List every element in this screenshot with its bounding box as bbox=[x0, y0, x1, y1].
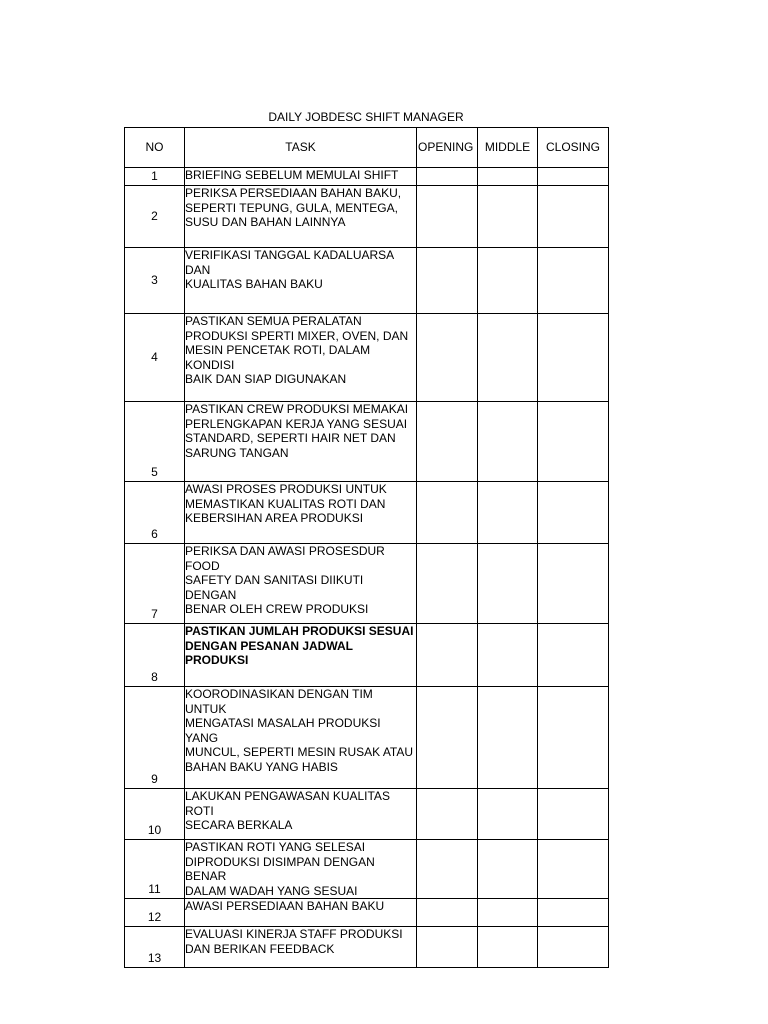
task-text: AWASI PERSEDIAAN BAHAN BAKU bbox=[185, 899, 417, 927]
table-row bbox=[125, 840, 609, 899]
table-row bbox=[125, 789, 609, 840]
opening-check-cell[interactable] bbox=[417, 624, 478, 687]
task-text: KOORODINASIKAN DENGAN TIM UNTUK MENGATASI MASALAH PRODUKSI YANG MUNCUL, SEPERTI MESIN RUSAK ATAU BAHAN BAKU YANG HABIS bbox=[185, 687, 417, 789]
closing-check-cell[interactable] bbox=[538, 544, 609, 624]
table-row bbox=[125, 899, 609, 927]
closing-check-cell[interactable] bbox=[538, 927, 609, 968]
opening-check-cell[interactable] bbox=[417, 687, 478, 789]
header-opening: OPENING bbox=[417, 128, 478, 168]
closing-check-cell[interactable] bbox=[538, 687, 609, 789]
opening-check-cell[interactable] bbox=[417, 927, 478, 968]
table-row bbox=[125, 927, 609, 968]
task-text: PASTIKAN JUMLAH PRODUKSI SESUAI DENGAN PESANAN JADWAL PRODUKSI bbox=[185, 624, 417, 687]
closing-check-cell[interactable] bbox=[538, 789, 609, 840]
middle-check-cell[interactable] bbox=[478, 168, 538, 186]
task-text: LAKUKAN PENGAWASAN KUALITAS ROTI SECARA BERKALA bbox=[185, 789, 417, 840]
middle-check-cell[interactable] bbox=[478, 248, 538, 314]
opening-check-cell[interactable] bbox=[417, 402, 478, 482]
opening-check-cell[interactable] bbox=[417, 840, 478, 899]
table-row bbox=[125, 624, 609, 687]
middle-check-cell[interactable] bbox=[478, 899, 538, 927]
row-number: 5 bbox=[125, 402, 185, 482]
middle-check-cell[interactable] bbox=[478, 624, 538, 687]
opening-check-cell[interactable] bbox=[417, 186, 478, 248]
closing-check-cell[interactable] bbox=[538, 168, 609, 186]
row-number: 10 bbox=[125, 789, 185, 840]
header-no: NO bbox=[125, 128, 185, 168]
closing-check-cell[interactable] bbox=[538, 899, 609, 927]
jobdesc-table bbox=[124, 127, 609, 968]
middle-check-cell[interactable] bbox=[478, 544, 538, 624]
task-text: VERIFIKASI TANGGAL KADALUARSA DAN KUALITAS BAHAN BAKU bbox=[185, 248, 417, 314]
document-title: DAILY JOBDESC SHIFT MANAGER bbox=[268, 110, 464, 124]
task-text: AWASI PROSES PRODUKSI UNTUK MEMASTIKAN KUALITAS ROTI DAN KEBERSIHAN AREA PRODUKSI bbox=[185, 482, 417, 544]
header-middle: MIDDLE bbox=[478, 128, 538, 168]
table-row bbox=[125, 248, 609, 314]
opening-check-cell[interactable] bbox=[417, 482, 478, 544]
table-row bbox=[125, 402, 609, 482]
row-number: 3 bbox=[125, 248, 185, 314]
row-number: 1 bbox=[125, 168, 185, 186]
middle-check-cell[interactable] bbox=[478, 927, 538, 968]
opening-check-cell[interactable] bbox=[417, 789, 478, 840]
row-number: 7 bbox=[125, 544, 185, 624]
task-text: PASTIKAN SEMUA PERALATAN PRODUKSI SPERTI MIXER, OVEN, DAN MESIN PENCETAK ROTI, DALAM KONDISI BAIK DAN SIAP DIGUNAKAN bbox=[185, 314, 417, 402]
closing-check-cell[interactable] bbox=[538, 624, 609, 687]
middle-check-cell[interactable] bbox=[478, 314, 538, 402]
closing-check-cell[interactable] bbox=[538, 248, 609, 314]
table-row bbox=[125, 687, 609, 789]
header-row bbox=[125, 128, 609, 168]
table-row bbox=[125, 482, 609, 544]
row-number: 9 bbox=[125, 687, 185, 789]
row-number: 12 bbox=[125, 899, 185, 927]
row-number: 13 bbox=[125, 927, 185, 968]
middle-check-cell[interactable] bbox=[478, 840, 538, 899]
middle-check-cell[interactable] bbox=[478, 789, 538, 840]
middle-check-cell[interactable] bbox=[478, 687, 538, 789]
table-row bbox=[125, 544, 609, 624]
table-row bbox=[125, 314, 609, 402]
row-number: 6 bbox=[125, 482, 185, 544]
closing-check-cell[interactable] bbox=[538, 314, 609, 402]
row-number: 11 bbox=[125, 840, 185, 899]
opening-check-cell[interactable] bbox=[417, 248, 478, 314]
middle-check-cell[interactable] bbox=[478, 482, 538, 544]
closing-check-cell[interactable] bbox=[538, 402, 609, 482]
table-row bbox=[125, 168, 609, 186]
task-text: BRIEFING SEBELUM MEMULAI SHIFT bbox=[185, 168, 417, 186]
task-text: EVALUASI KINERJA STAFF PRODUKSI DAN BERIKAN FEEDBACK bbox=[185, 927, 417, 968]
opening-check-cell[interactable] bbox=[417, 314, 478, 402]
opening-check-cell[interactable] bbox=[417, 168, 478, 186]
row-number: 4 bbox=[125, 314, 185, 402]
middle-check-cell[interactable] bbox=[478, 402, 538, 482]
task-text: PASTIKAN ROTI YANG SELESAI DIPRODUKSI DISIMPAN DENGAN BENAR DALAM WADAH YANG SESUAI bbox=[185, 840, 417, 899]
opening-check-cell[interactable] bbox=[417, 899, 478, 927]
row-number: 8 bbox=[125, 624, 185, 687]
header-closing: CLOSING bbox=[538, 128, 609, 168]
opening-check-cell[interactable] bbox=[417, 544, 478, 624]
task-text: PERIKSA PERSEDIAAN BAHAN BAKU, SEPERTI TEPUNG, GULA, MENTEGA, SUSU DAN BAHAN LAINNYA bbox=[185, 186, 417, 248]
middle-check-cell[interactable] bbox=[478, 186, 538, 248]
row-number: 2 bbox=[125, 186, 185, 248]
table-row bbox=[125, 186, 609, 248]
task-text: PERIKSA DAN AWASI PROSESDUR FOOD SAFETY DAN SANITASI DIIKUTI DENGAN BENAR OLEH CREW PRODUKSI bbox=[185, 544, 417, 624]
closing-check-cell[interactable] bbox=[538, 840, 609, 899]
header-task: TASK bbox=[185, 128, 417, 168]
closing-check-cell[interactable] bbox=[538, 186, 609, 248]
task-text: PASTIKAN CREW PRODUKSI MEMAKAI PERLENGKAPAN KERJA YANG SESUAI STANDARD, SEPERTI HAIR NET DAN SARUNG TANGAN bbox=[185, 402, 417, 482]
closing-check-cell[interactable] bbox=[538, 482, 609, 544]
